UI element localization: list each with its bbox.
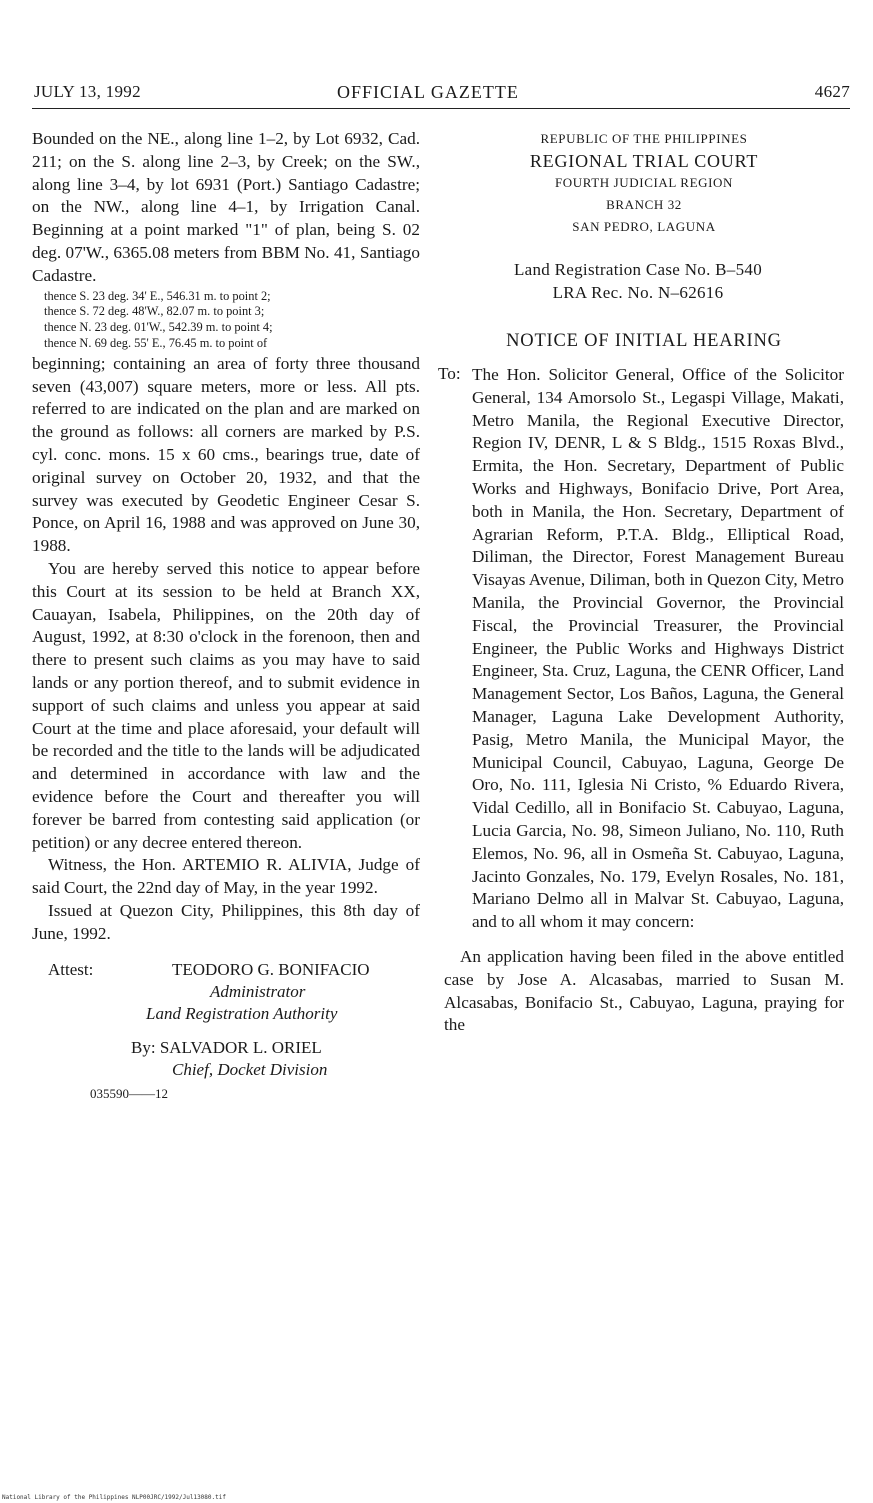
court-heading	[484, 128, 804, 238]
republic-line: REPUBLIC OF THE PHILIPPINES	[540, 131, 748, 146]
region-line: FOURTH JUDICIAL REGION	[554, 175, 734, 190]
right-column	[438, 128, 844, 1037]
left-column	[32, 128, 420, 1102]
bearing-line: thence N. 69 deg. 55' E., 76.45 m. to point of	[44, 335, 268, 350]
attest-role: Administrator	[210, 982, 306, 1002]
attestation-block	[32, 951, 420, 1102]
lra-record: LRA Rec. No. N–62616	[552, 283, 724, 302]
by-name: SALVADOR L. ORIEL	[159, 1038, 322, 1058]
branch-line: BRANCH 32	[606, 197, 682, 212]
bearing-line: thence S. 72 deg. 48'W., 82.07 m. to point 3;	[44, 304, 265, 319]
bearing-line: thence N. 23 deg. 01'W., 542.39 m. to point 4;	[44, 320, 273, 335]
issued-paragraph: Issued at Quezon City, Philippines, this 8th day of June, 1992.	[32, 900, 420, 943]
notice-title: NOTICE OF INITIAL HEARING	[506, 331, 782, 351]
witness-paragraph: Witness, the Hon. ARTEMIO R. ALIVIA, Judge of said Court, the 22nd day of May, in the year 1992.	[32, 855, 420, 898]
case-numbers	[432, 258, 844, 304]
by-line	[131, 1037, 322, 1059]
page-header	[32, 78, 850, 109]
by-label: By:	[131, 1038, 156, 1058]
attest-authority: Land Registration Authority	[146, 1004, 338, 1024]
place-line: SAN PEDRO, LAGUNA	[572, 219, 716, 234]
document-code: 035590——12	[90, 1086, 168, 1102]
addressees-text: The Hon. Solicitor General, Office of the Solicitor General, 134 Amorsolo St., Legaspi Village, Makati, Metro Manila, the Regional Executive Director, Region IV, DENR, L & S Bldg., 1515 Roxas Blvd., Ermita, the Hon. Secretary, Department of Public Works and Highways, Bonifacio Drive, Port Area, both in Manila, the Hon. Secretary, Department of Agrarian Reform, P.T.A. Bldg., Elliptical Road, Diliman, the Director, Forest Management Bureau Visayas Avenue, Diliman, both in Quezon City, Metro Manila, the Provincial Governor, the Provincial Fiscal, the Provincial Treasurer, the Provincial Engineer, the Public Works and Highways District Engineer, Sta. Cruz, Laguna, the CENR Officer, Land Management Sector, Los Baños, Laguna, the General Manager, Laguna Lake Development Authority, Pasig, Metro Manila, the Municipal Mayor, the Municipal Council, Cabuyao, Laguna, George De Oro, No. 111, Iglesia Ni Cristo, % Eduardo Rivera, Vidal Cedillo, all in Bonifacio St. Cabuyao, Laguna, Lucia Garcia, No. 98, Simeon Juliano, No. 110, Ruth Elemos, No. 96, all in Osmeña St. Cabuyao, Laguna, Jacinto Gonzales, No. 179, Evelyn Rosales, No. 181, Mariano Delmo all in Malvar St. Cabuyao, Laguna, and to all whom it may concern:	[472, 365, 844, 932]
boundary-paragraph: Bounded on the NE., along line 1–2, by Lot 6932, Cad. 211; on the S. along line 2–3, by Creek; on the SW., along line 3–4, by lot 6931 (Port.) Santiago Cadastre; on the NW., along line 4–1, by Irrigation Canal. Beginning at a point marked "1" of plan, being S. 02 deg. 07'W., 6365.08 meters from BBM No. 41, Santiago Cadastre.	[32, 129, 420, 285]
archive-footer: National Library of the Philippines NLP00JRC/1992/Jul13080.tif	[2, 1494, 226, 1501]
bearings-list	[44, 289, 420, 352]
area-paragraph: beginning; containing an area of forty three thousand seven (43,007) square meters, more or less. All pts. referred to are indicated on the plan and are marked on the ground as follows: all corners are marked by P.S. cyl. conc. mons. 15 x 60 cms., bearings true, date of original survey on October 20, 1932, and that the survey was executed by Geodetic Engineer Cesar S. Ponce, on April 16, 1988 and was approved on June 30, 1988.	[32, 353, 420, 556]
addressees-block	[438, 364, 844, 934]
issue-date: JULY 13, 1992	[34, 82, 141, 101]
attest-label: Attest:	[48, 960, 94, 980]
bearing-line: thence S. 23 deg. 34' E., 546.31 m. to point 2;	[44, 288, 271, 303]
attest-name: TEODORO G. BONIFACIO	[172, 960, 370, 980]
to-label: To:	[438, 364, 461, 383]
case-number: Land Registration Case No. B–540	[513, 260, 763, 279]
by-role: Chief, Docket Division	[172, 1060, 328, 1080]
served-notice-paragraph: You are hereby served this notice to appear before this Court at its session to be held at Branch XX, Cauayan, Isabela, Philippines, on the 20th day of August, 1992, at 8:30 o'clock in the forenoon, then and there to present such claims as you may have to said lands or any portion thereof, and to submit evidence in support of such claims and unless you appear at said Court at the time and place aforesaid, your default will be recorded and the title to the lands will be adjudicated and determined in accordance with law and the evidence before the Court and thereafter you will forever be barred from contesting said application (or petition) or any decree entered thereon.	[32, 558, 420, 852]
publication-title: OFFICIAL GAZETTE	[337, 82, 519, 102]
page-number: 4627	[814, 82, 850, 101]
application-paragraph: An application having been filed in the above entitled case by Jose A. Alcasabas, married to Susan M. Alcasabas, Bonifacio St., Cabuyao, Laguna, praying for the	[444, 946, 844, 1035]
court-name: REGIONAL TRIAL COURT	[529, 151, 759, 171]
